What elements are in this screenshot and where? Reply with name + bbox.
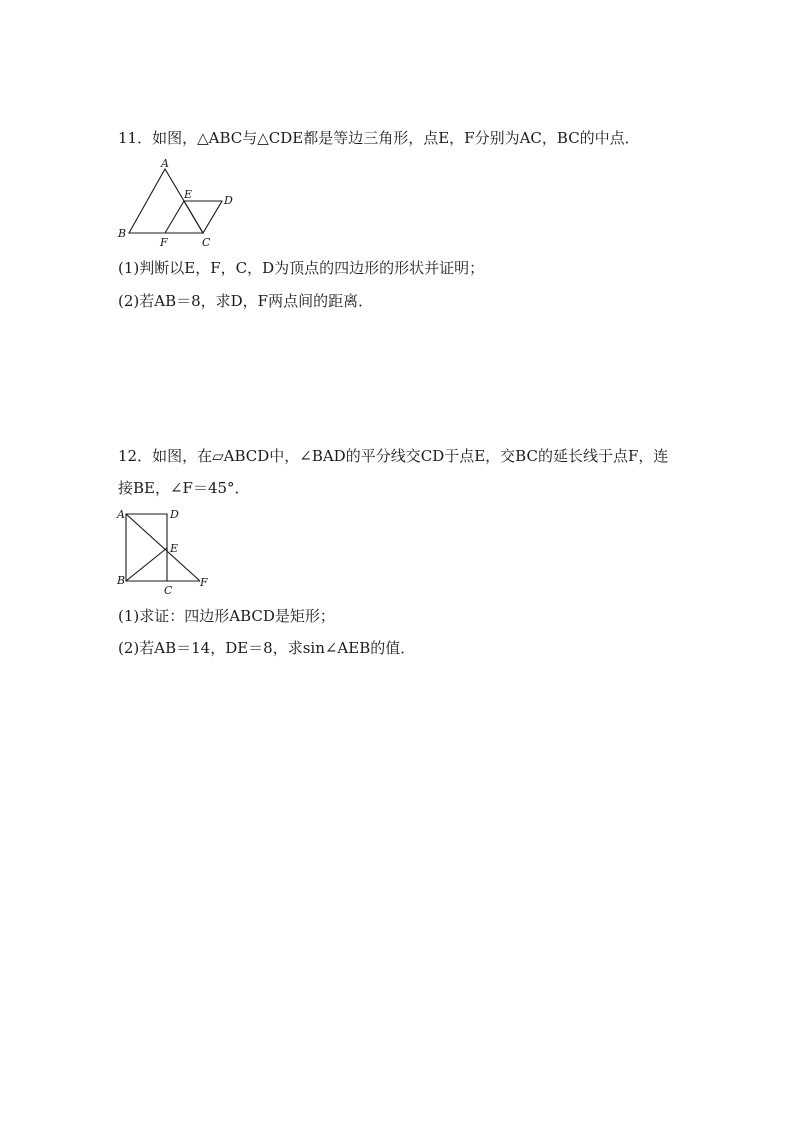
triangle-cde [184, 201, 222, 233]
label-f: F [200, 576, 208, 589]
problem-11-figure [112, 156, 242, 248]
label-e: E [170, 542, 179, 555]
problem-11-part-1: (1)判断以E，F，C，D为顶点的四边形的形状并证明； [118, 259, 485, 277]
rectangle-diagram [112, 504, 212, 598]
label-d: D [170, 508, 179, 521]
segment-af [126, 514, 200, 581]
label-d: D [224, 194, 233, 207]
problem-11-stem: 11．如图，△ABC与△CDE都是等边三角形，点E，F分别为AC，BC的中点． [118, 129, 640, 147]
problem-12-part-2: (2)若AB＝14，DE＝8，求sin∠AEB的值． [118, 639, 416, 657]
label-b: B [118, 227, 127, 240]
problem-12-stem-line-1: 12．如图，在▱ABCD中，∠BAD的平分线交CD于点E，交BC的延长线于点F，连 [118, 447, 669, 465]
rectangle-abcd [126, 514, 167, 581]
label-a: A [161, 157, 169, 170]
problem-12-figure [112, 504, 212, 598]
problem-12-stem-line-2: 接BE，∠F＝45°． [118, 479, 250, 497]
label-e: E [184, 188, 193, 201]
segment-be [126, 548, 167, 581]
problem-12-part-1: (1)求证：四边形ABCD是矩形； [118, 607, 335, 625]
label-c: C [202, 236, 211, 249]
segment-ef [165, 201, 184, 233]
label-b: B [117, 574, 126, 587]
label-f: F [160, 236, 168, 249]
label-c: C [164, 584, 173, 597]
triangles-diagram [112, 156, 242, 248]
label-a: A [117, 508, 125, 521]
problem-11-part-2: (2)若AB＝8，求D，F两点间的距离． [118, 292, 374, 310]
